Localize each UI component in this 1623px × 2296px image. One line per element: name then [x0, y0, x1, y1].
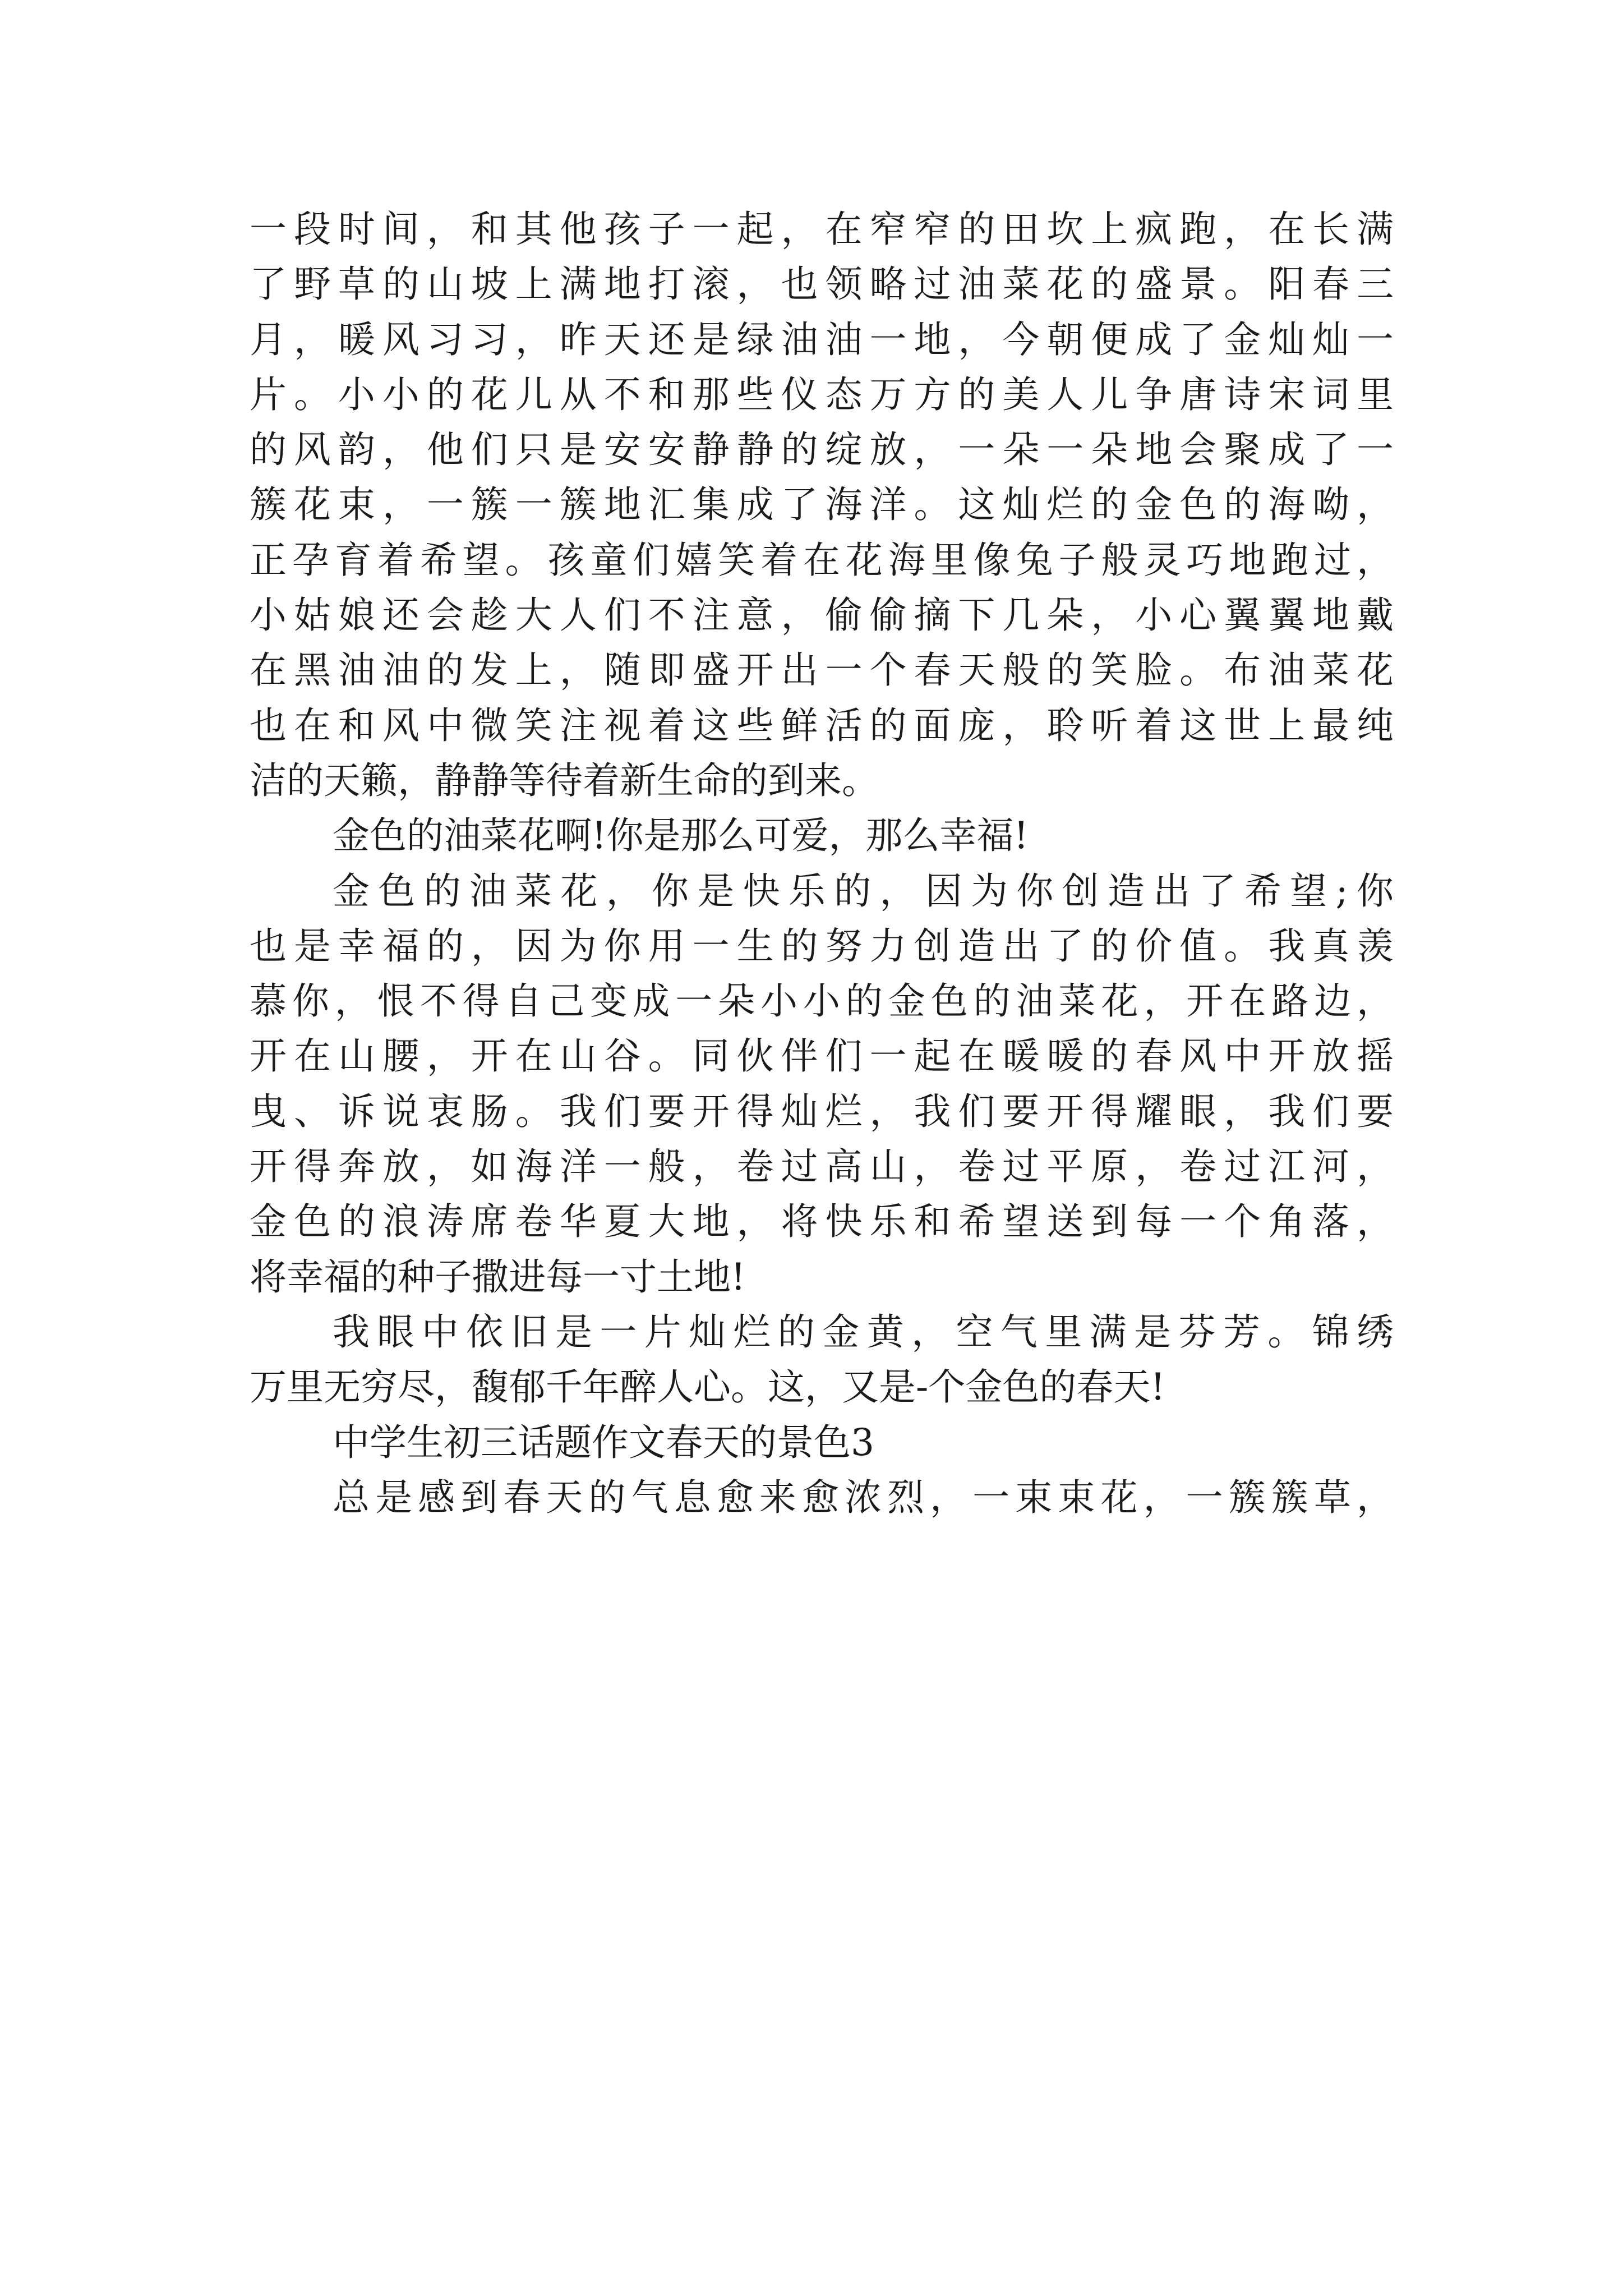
text-line: 的风韵，他们只是安安静静的绽放，一朵一朵地会聚成了一 — [250, 428, 1394, 472]
text-line: 洁的天籁，静静等待着新生命的到来。 — [250, 758, 879, 802]
text-line: 正孕育着希望。孩童们嬉笑着在花海里像兔子般灵巧地跑过， — [250, 538, 1394, 582]
text-line: 开在山腰，开在山谷。同伙伴们一起在暖暖的春风中开放摇 — [250, 1034, 1394, 1078]
text-line: 金色的浪涛席卷华夏大地，将快乐和希望送到每一个角落， — [250, 1200, 1394, 1244]
text-line: 也是幸福的，因为你用一生的努力创造出了的价值。我真羡 — [250, 924, 1394, 968]
section-heading: 中学生初三话题作文春天的景色3 — [333, 1420, 874, 1464]
paragraph-first-line: 金色的油菜花啊!你是那么可爱，那么幸福! — [333, 814, 1029, 858]
body-text — [250, 202, 1394, 1525]
text-line: 月，暖风习习，昨天还是绿油油一地，今朝便成了金灿灿一 — [250, 318, 1394, 361]
text-line: 万里无穷尽，馥郁千年醉人心。这，又是-个金色的春天! — [250, 1365, 1165, 1409]
text-line: 了野草的山坡上满地打滚，也领略过油菜花的盛景。阳春三 — [250, 263, 1394, 306]
text-line: 在黑油油的发上，随即盛开出一个春天般的笑脸。布油菜花 — [250, 648, 1394, 692]
text-line: 将幸福的种子撒进每一寸土地! — [250, 1255, 746, 1299]
paragraph-first-line: 金色的油菜花，你是快乐的，因为你创造出了希望;你 — [333, 869, 1394, 913]
text-line: 曳、诉说衷肠。我们要开得灿烂，我们要开得耀眼，我们要 — [250, 1089, 1394, 1133]
text-line: 也在和风中微笑注视着这些鲜活的面庞，聆听着这世上最纯 — [250, 703, 1394, 747]
paragraph-first-line: 我眼中依旧是一片灿烂的金黄，空气里满是芬芳。锦绣 — [333, 1310, 1394, 1354]
text-line: 片。小小的花儿从不和那些仪态万方的美人儿争唐诗宋词里 — [250, 372, 1394, 416]
text-line: 簇花束，一簇一簇地汇集成了海洋。这灿烂的金色的海呦， — [250, 483, 1394, 527]
text-line: 一段时间，和其他孩子一起，在窄窄的田坎上疯跑，在长满 — [250, 208, 1394, 251]
text-line: 开得奔放，如海洋一般，卷过高山，卷过平原，卷过江河， — [250, 1145, 1394, 1189]
text-line: 小姑娘还会趁大人们不注意，偷偷摘下几朵，小心翼翼地戴 — [250, 593, 1394, 637]
text-line: 慕你，恨不得自己变成一朵小小的金色的油菜花，开在路边， — [250, 979, 1394, 1023]
paragraph-first-line: 总是感到春天的气息愈来愈浓烈，一束束花，一簇簇草， — [333, 1475, 1394, 1519]
